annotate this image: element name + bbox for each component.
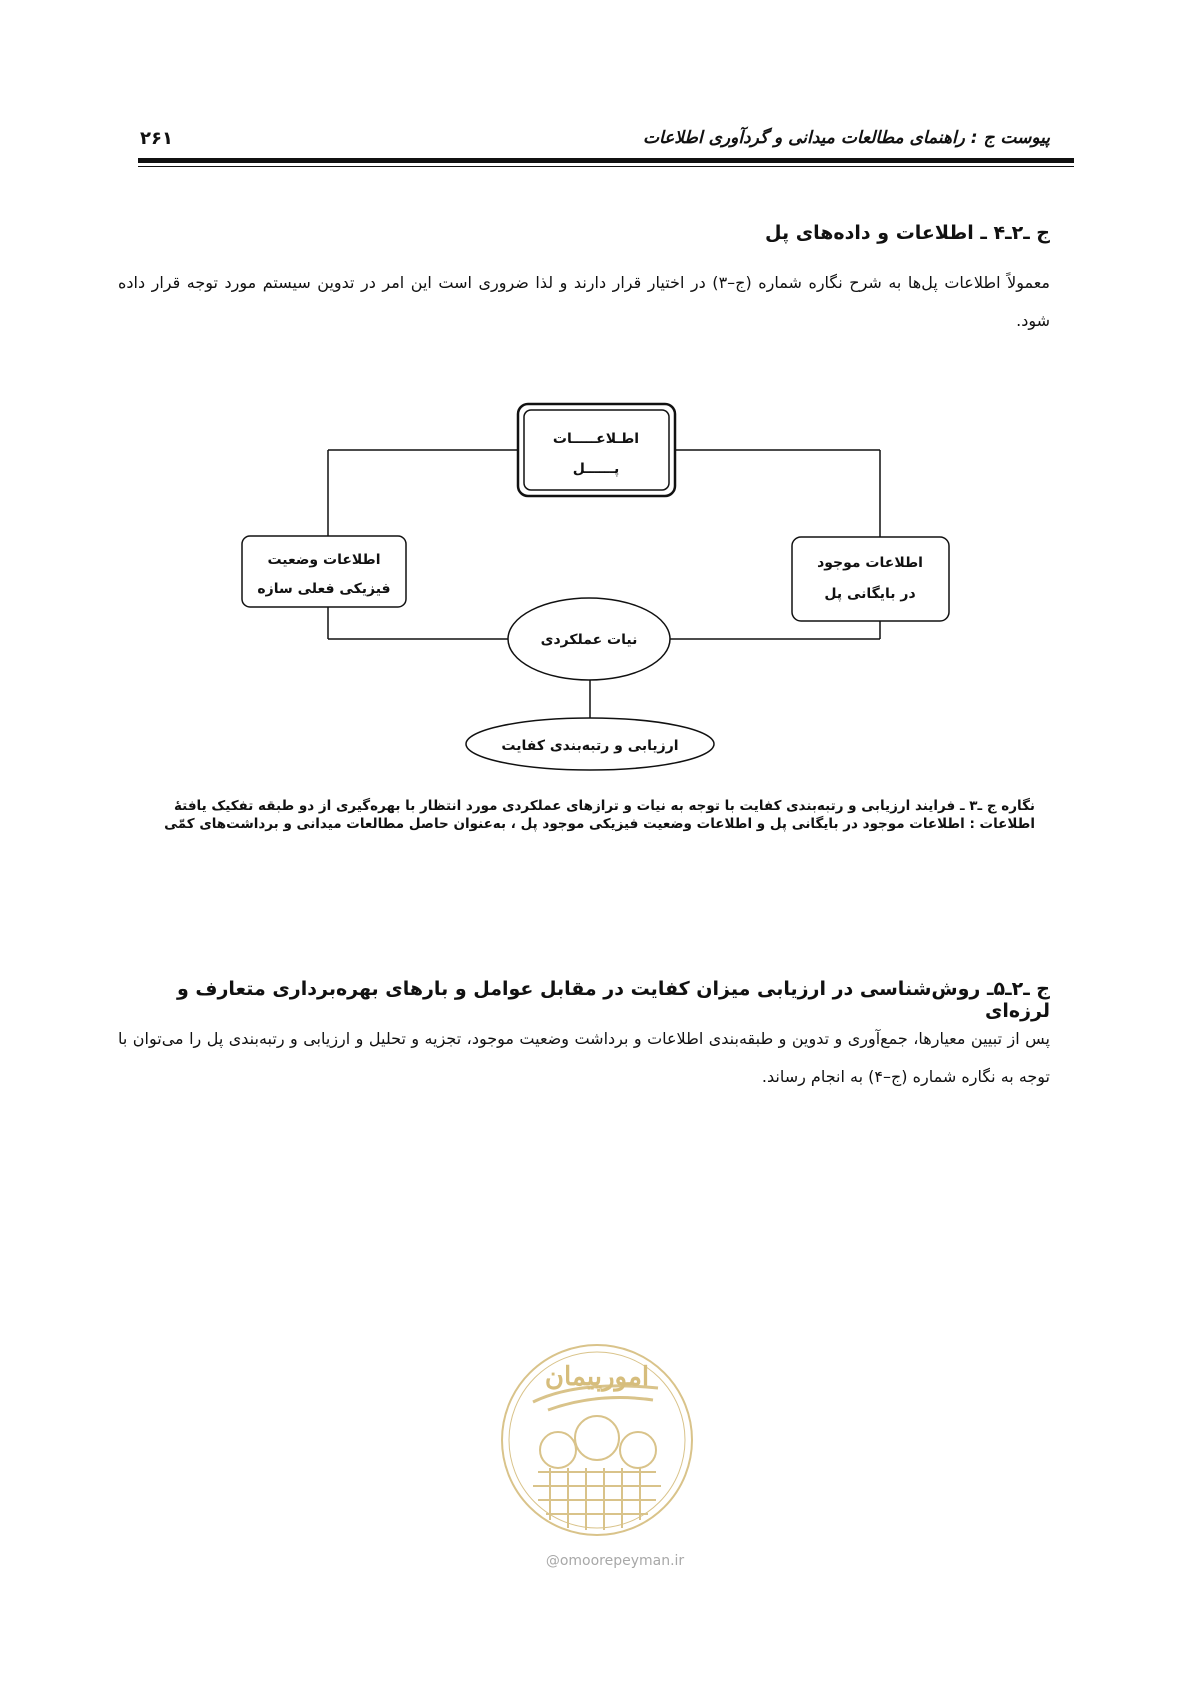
figure-caption-line2: اطلاعات : اطلاعات موجود در بایگانی پل و اطلاعات وضعیت فیزیکی موجود پل ، به‌عنوان حاصل مطالعات میدانی و برداشت‌های کمّی — [164, 816, 1035, 832]
node-physical-condition — [242, 536, 406, 607]
node-bridge-information-line2: پــــــل — [572, 461, 620, 477]
header-rule-thick — [138, 158, 1074, 163]
node-archive-information-line2: در بایگانی پل — [824, 586, 916, 602]
page-number: ۲۶۱ — [140, 128, 173, 149]
running-header-title: پیوست ج : راهنمای مطالعات میدانی و گردآوری اطلاعات — [642, 128, 1050, 148]
node-archive-information-line1: اطلاعات موجود — [817, 555, 923, 571]
node-bridge-information — [518, 404, 675, 496]
node-physical-condition-line2: فیزیکی فعلی سازه — [257, 581, 391, 597]
node-bridge-information-line1: اطـلاعـــــات — [552, 431, 640, 447]
section-paragraph-bridge-data: معمولاً اطلاعات پل‌ها به شرح نگاره شماره (ج–۳) در اختیار قرار دارند و لذا ضروری است این امر در تدوین سیستم مورد توجه قرار داده شود. — [118, 273, 1051, 330]
section-heading-bridge-data: ج ـ۲ـ۴ ـ اطلاعات و داده‌های پل — [765, 222, 1050, 244]
node-adequacy-assessment-label: ارزیابی و رتبه‌بندی کفایت — [501, 738, 679, 754]
watermark-url: @omoorepeyman.ir — [545, 1553, 685, 1569]
section-heading-methodology: ج ـ۲ـ۵ـ روش‌شناسی در ارزیابی میزان کفایت در مقابل عوامل و بارهای بهره‌برداری متعارف و لرزه‌ای — [176, 978, 1050, 1022]
bridge-information-diagram — [240, 400, 980, 780]
figure-caption — [135, 797, 1035, 833]
node-archive-information — [792, 537, 949, 621]
watermark-logo-text: امورپیمان — [544, 1362, 650, 1392]
node-adequacy-assessment — [466, 718, 714, 770]
figure-caption-line1: نگاره ج ـ۳ ـ فرایند ارزیابی و رتبه‌بندی کفایت با توجه به نیات و ترازهای عملکردی مورد انتظار با بهره‌گیری از دو طبقه تفکیک یافتهٔ — [174, 798, 1035, 814]
section-paragraph-methodology: پس از تبیین معیارها، جمع‌آوری و تدوین و طبقه‌بندی اطلاعات و برداشت وضعیت موجود، تجزیه و تحلیل و ارزیابی و رتبه‌بندی پل را می‌توان با توجه به نگاره شماره (ج–۴) به انجام رساند. — [118, 1029, 1050, 1086]
node-physical-condition-line1: اطلاعات وضعیت — [267, 552, 381, 568]
node-performance-intents — [508, 598, 670, 680]
header-rule-thin — [138, 166, 1074, 167]
watermark-logo — [488, 1340, 706, 1540]
node-performance-intents-label: نیات عملکردی — [540, 632, 638, 648]
